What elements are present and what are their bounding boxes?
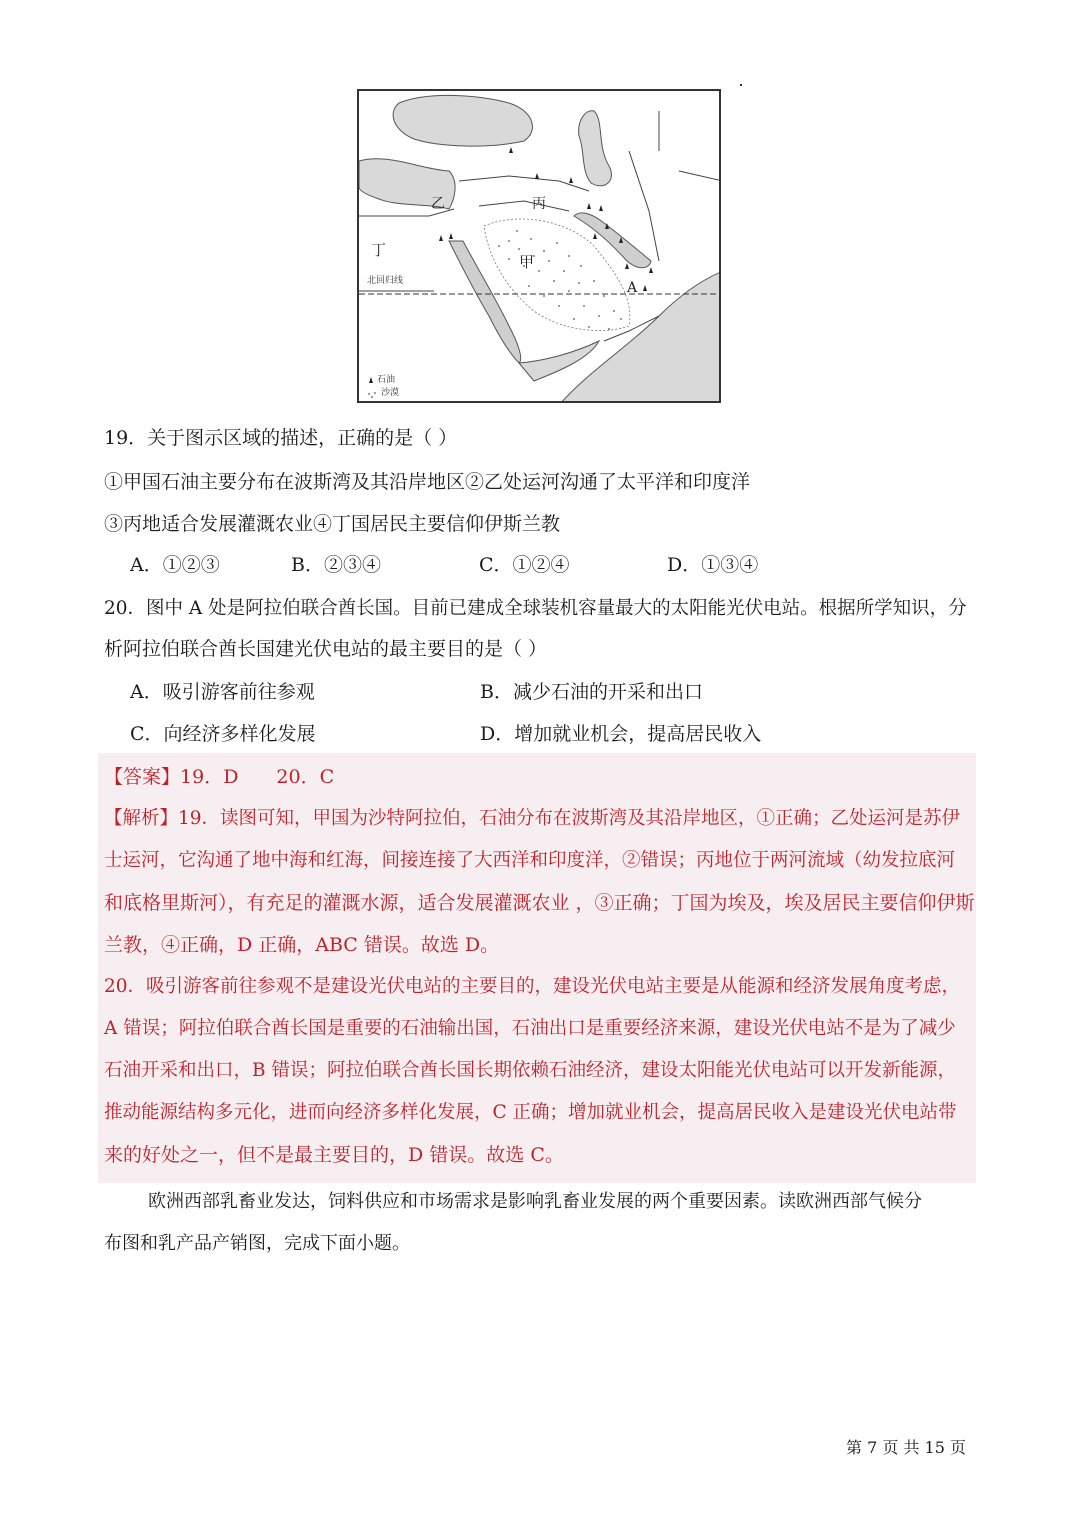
map-label-ding: 丁: [371, 241, 387, 259]
analysis-line-7: 石油开采和出口，B 错误；阿拉伯联合酋长国长期依赖石油经济，建设太阳能光伏电站可以开发新能源，: [104, 1060, 956, 1081]
q20-option-b: B．减少石油的开采和出口: [480, 681, 703, 703]
answer-line: [104, 765, 334, 789]
middle-east-map: [357, 89, 721, 403]
q19-statements-line1: ①甲国石油主要分布在波斯湾及其沿岸地区②乙处运河沟通了太平洋和印度洋: [104, 471, 751, 493]
map-label-bing: 丙: [532, 196, 546, 212]
analysis-line-9: 来的好处之一，但不是最主要目的，D 错误。故选 C。: [104, 1144, 564, 1166]
q19-stem: 19．关于图示区域的描述，正确的是（ ）: [104, 427, 458, 449]
map-label-jia: 甲: [519, 253, 535, 271]
q20-option-d: D．增加就业机会，提高居民收入: [480, 723, 762, 745]
q20-stem-line2: 析阿拉伯联合酋长国建光伏电站的最主要目的是（ ）: [104, 638, 548, 660]
next-passage-line2: 布图和乳产品产销图，完成下面小题。: [104, 1233, 410, 1254]
q19-option-c: C．①②④: [479, 554, 570, 576]
analysis-tag: 【解析】: [104, 808, 179, 829]
map-label-tropic: 北回归线: [367, 276, 404, 286]
analysis-line-5: 20．吸引游客前往参观不是建设光伏电站的主要目的，建设光伏电站主要是从能源和经济发展角度考虑，: [104, 976, 961, 997]
next-passage-line1: 欧洲西部乳畜业发达，饲料供应和市场需求是影响乳畜业发展的两个重要因素。读欧洲西部气候分: [148, 1191, 922, 1212]
analysis-line-6: A 错误；阿拉伯联合酋长国是重要的石油输出国，石油出口是重要经济来源，建设光伏电站不是为了减少: [104, 1018, 956, 1039]
q20-option-c: C．向经济多样化发展: [130, 723, 316, 745]
answer-text: 19．D 20．C: [180, 766, 335, 788]
legend-oil-label: 石油: [377, 375, 396, 385]
analysis-line-2: 士运河，它沟通了地中海和红海，间接连接了大西洋和印度洋，②错误；丙地位于两河流域（幼发拉底河: [104, 850, 956, 871]
q20-stem-line1: 20．图中 A 处是阿拉伯联合酋长国。目前已建成全球装机容量最大的太阳能光伏电站。根据所学知识，分: [104, 598, 967, 619]
map-drawing: [359, 91, 721, 403]
analysis-line-8: 推动能源结构多元化，进而向经济多样化发展，C 正确；增加就业机会，提高居民收入是建设光伏电站带: [104, 1102, 957, 1123]
analysis-line-1: [104, 807, 960, 831]
analysis-text-1: 19．读图可知，甲国为沙特阿拉伯，石油分布在波斯湾及其沿岸地区，①正确；乙处运河是苏伊: [178, 808, 961, 829]
page-number: 第 7 页 共 15 页: [846, 1438, 966, 1457]
map-label-a: A: [627, 280, 638, 296]
legend-desert-label: 沙漠: [381, 388, 400, 398]
scan-dot: [740, 84, 742, 86]
answer-tag: 【答案】: [104, 766, 181, 788]
analysis-line-3: 和底格里斯河），有充足的灌溉水源，适合发展灌溉农业 ，③正确；丁国为埃及，埃及居民主要信仰伊斯: [104, 892, 975, 914]
q19-option-d: D．①③④: [667, 554, 759, 576]
q19-option-a: A．①②③: [130, 554, 220, 576]
q20-option-a: A．吸引游客前往参观: [130, 681, 315, 703]
q19-statements-line2: ③丙地适合发展灌溉农业④丁国居民主要信仰伊斯兰教: [104, 513, 561, 535]
q19-option-b: B．②③④: [291, 554, 381, 576]
analysis-line-4: 兰教，④正确，D 正确，ABC 错误。故选 D。: [104, 934, 500, 956]
map-label-yi: 乙: [431, 196, 445, 212]
